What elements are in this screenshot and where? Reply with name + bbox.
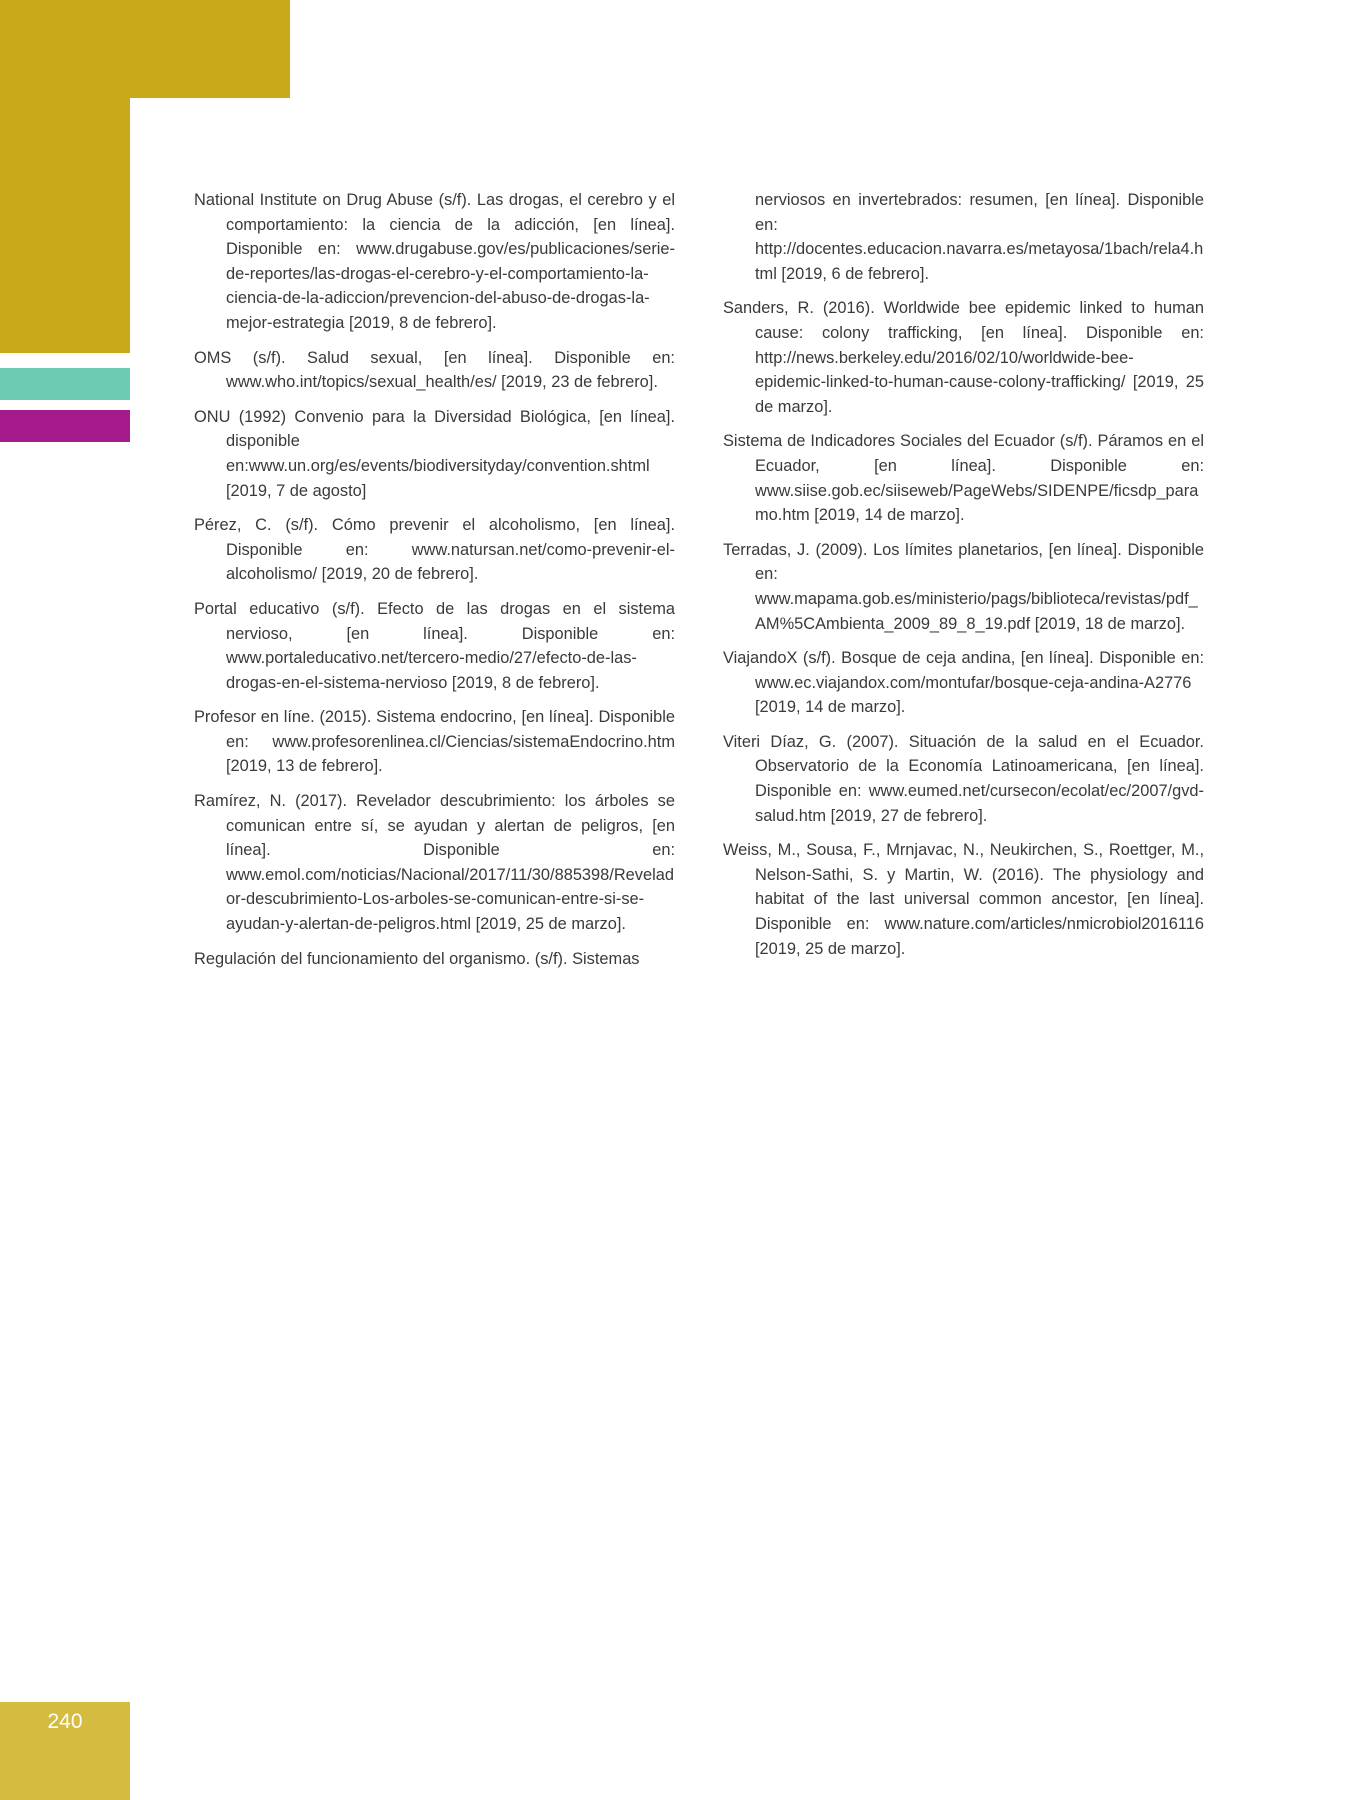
mustard-side-block bbox=[0, 98, 130, 353]
mustard-header-block bbox=[0, 0, 290, 98]
reference-item: Profesor en líne. (2015). Sistema endocrino, [en línea]. Disponible en: www.profesorenlinea.cl/Ciencias/sistemaEndocrino.htm [2019, 13 de febrero]. bbox=[194, 708, 675, 776]
reference-item: Weiss, M., Sousa, F., Mrnjavac, N., Neukirchen, S., Roettger, M., Nelson-Sathi, S. y Martin, W. (2016). The physiology and habitat of the last universal common ancestor, [en línea]. Disponible en: www.nature.com/articles/nmicrobiol2016116 [2019, 25 de marzo]. bbox=[723, 841, 1204, 958]
references-column-right bbox=[723, 188, 1204, 971]
reference-item: Regulación del funcionamiento del organismo. (s/f). Sistemas bbox=[194, 949, 640, 968]
reference-item: ViajandoX (s/f). Bosque de ceja andina, [en línea]. Disponible en: www.ec.viajandox.com/montufar/bosque-ceja-andina-A2776 [2019, 14 de marzo]. bbox=[723, 649, 1204, 717]
reference-item: Ramírez, N. (2017). Revelador descubrimiento: los árboles se comunican entre sí, se ayudan y alertan de peligros, [en línea]. Disponible en: www.emol.com/noticias/Nacional/2017/11/30/885398/Revelador-descubrimiento-Los-arboles-se-comunican-entre-si-se-ayudan-y-alertan-de-peligros.html [2019, 25 de marzo]. bbox=[194, 792, 675, 934]
reference-item: Viteri Díaz, G. (2007). Situación de la salud en el Ecuador. Observatorio de la Economía Latinoamericana, [en línea]. Disponible en: www.eumed.net/cursecon/ecolat/ec/2007/gvd-salud.htm [2019, 27 de febrero]. bbox=[723, 732, 1204, 825]
page-number: 240 bbox=[47, 1710, 83, 1733]
reference-item: Sanders, R. (2016). Worldwide bee epidemic linked to human cause: colony trafficking, [en línea]. Disponible en: http://news.berkeley.edu/2016/02/10/worldwide-bee-epidemic-linked-to-human-cause-colony-trafficking/ [2019, 25 de marzo]. bbox=[723, 299, 1204, 416]
reference-item: Portal educativo (s/f). Efecto de las drogas en el sistema nervioso, [en línea]. Disponible en: www.portaleducativo.net/tercero-medio/27/efecto-de-las-drogas-en-el-sistema-nervioso [2019, 8 de febrero]. bbox=[194, 599, 675, 692]
reference-item: Terradas, J. (2009). Los límites planetarios, [en línea]. Disponible en: www.mapama.gob.es/ministerio/pags/biblioteca/revistas/pdf_AM%5CAmbienta_2009_89_8_19.pdf [2019, 18 de marzo]. bbox=[723, 540, 1204, 633]
reference-item: Pérez, C. (s/f). Cómo prevenir el alcoholismo, [en línea]. Disponible en: www.natursan.net/como-prevenir-el-alcoholismo/ [2019, 20 de febrero]. bbox=[194, 516, 675, 584]
reference-item: Sistema de Indicadores Sociales del Ecuador (s/f). Páramos en el Ecuador, [en línea]. Disponible en: www.siise.gob.ec/siiseweb/PageWebs/SIDENPE/ficsdp_paramo.htm [2019, 14 de marzo]. bbox=[723, 432, 1204, 525]
reference-item: ONU (1992) Convenio para la Diversidad Biológica, [en línea]. disponible en:www.un.org/es/events/biodiversityday/convention.shtml [2019, 7 de agosto] bbox=[194, 407, 675, 500]
magenta-stripe bbox=[0, 410, 130, 442]
reference-item: OMS (s/f). Salud sexual, [en línea]. Disponible en: www.who.int/topics/sexual_health/es/ [2019, 23 de febrero]. bbox=[194, 348, 675, 392]
reference-continuation: nerviosos en invertebrados: resumen, [en línea]. Disponible en: http://docentes.educacion.navarra.es/metayosa/1bach/rela4.html [2019, 6 de febrero]. bbox=[755, 191, 1204, 283]
teal-stripe bbox=[0, 368, 130, 400]
reference-item: National Institute on Drug Abuse (s/f). Las drogas, el cerebro y el comportamiento: la ciencia de la adicción, [en línea]. Disponible en: www.drugabuse.gov/es/publicaciones/serie-de-reportes/las-drogas-el-cerebro-y-el-comportamiento-la-ciencia-de-la-adiccion/prevencion-del-abuso-de-drogas-la-mejor-estrategia [2019, 8 de febrero]. bbox=[194, 191, 675, 332]
references-column-left bbox=[194, 188, 675, 981]
